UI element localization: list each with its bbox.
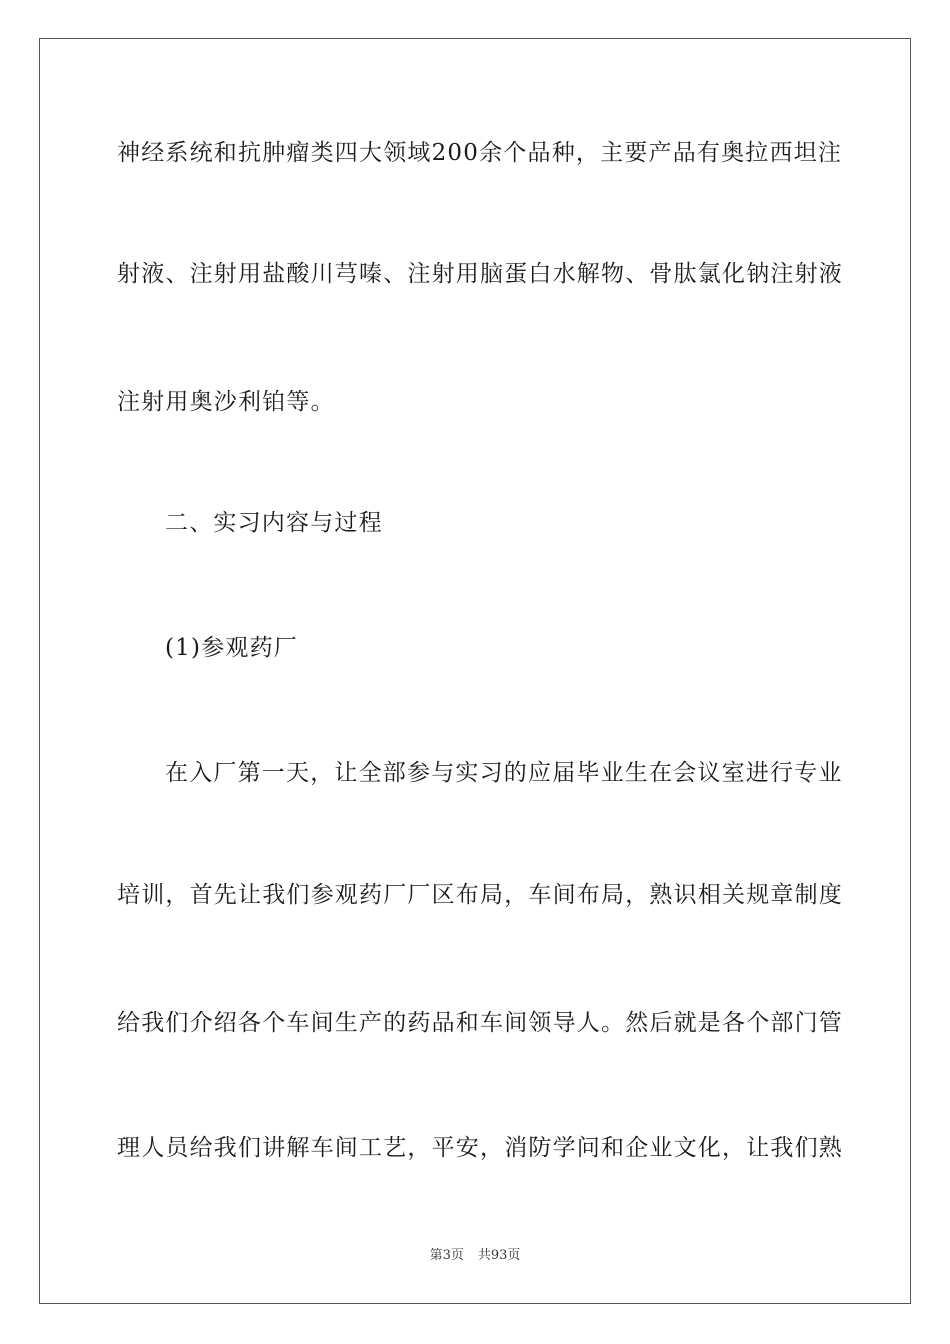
body-text-line: 射液、注射用盐酸川芎嗪、注射用脑蛋白水解物、骨肽氯化钠注射液	[117, 261, 843, 287]
body-text-line: 理人员给我们讲解车间工艺，平安，消防学问和企业文化，让我们熟	[117, 1135, 843, 1161]
current-page-number: 第3页	[429, 1248, 464, 1263]
body-text-line: 在入厂第一天，让全部参与实习的应届毕业生在会议室进行专业	[165, 760, 843, 786]
body-text-line: 给我们介绍各个车间生产的药品和车间领导人。然后就是各个部门管	[117, 1010, 843, 1036]
subsection-heading: (1)参观药厂	[165, 635, 298, 661]
page-border	[39, 38, 911, 1304]
body-text-line: 培训，首先让我们参观药厂厂区布局，车间布局，熟识相关规章制度	[117, 882, 843, 908]
body-text-line: 注射用奥沙利铂等。	[117, 389, 335, 415]
section-heading: 二、实习内容与过程	[165, 510, 383, 536]
page-footer	[0, 1247, 950, 1265]
total-page-count: 共93页	[477, 1248, 521, 1263]
body-text-line: 神经系统和抗肿瘤类四大领域200余个品种，主要产品有奥拉西坦注	[117, 140, 843, 166]
